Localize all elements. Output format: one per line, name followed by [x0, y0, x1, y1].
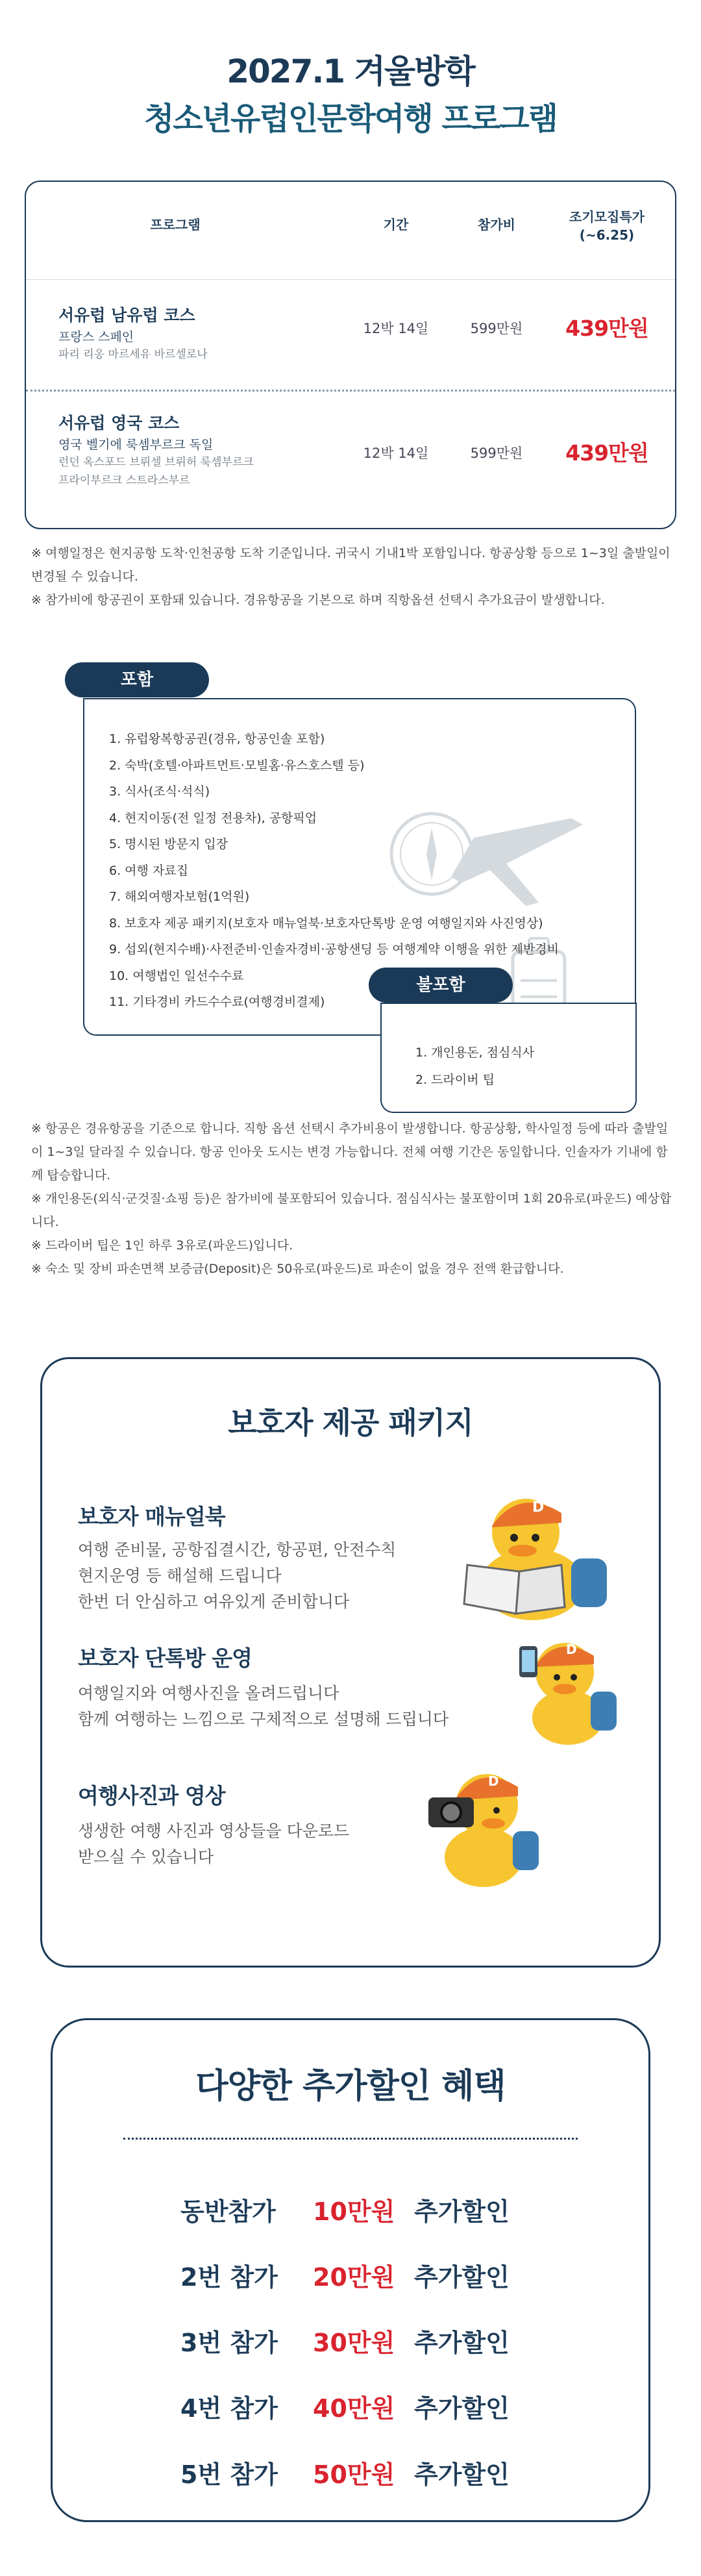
program-table — [25, 181, 676, 529]
note-item: ※ 참가비에 항공권이 포함돼 있습니다. 경유항공을 기본으로 하며 직항옵션 선택시 추가요금이 발생합니다. — [31, 593, 605, 607]
desc-line: 현지운영 등 해설해 드립니다 — [78, 1566, 282, 1585]
discount-amount: 40만원 — [313, 2394, 395, 2423]
course-cities: 파리 리옹 마르세유 바르셀로나 — [58, 348, 208, 361]
package-item-desc — [78, 1537, 493, 1615]
list-item: 1. 개인용돈, 점심식사 — [415, 1045, 535, 1060]
course-period: 12박 14일 — [363, 445, 429, 461]
course-title: 서유럽 남유럽 코스 — [58, 306, 195, 325]
list-item: 6. 여행 자료집 — [109, 863, 188, 878]
page-title-line2: 청소년유럽인문학여행 프로그램 — [144, 101, 557, 137]
desc-line: 여행 준비물, 공항집결시간, 항공편, 안전수칙 — [78, 1540, 397, 1559]
desc-line: 함께 여행하는 느낌으로 구체적으로 설명해 드립니다 — [78, 1710, 449, 1729]
course-period: 12박 14일 — [363, 321, 429, 336]
note-item: ※ 개인용돈(외식·군것질·쇼핑 등)은 참가비에 불포함되어 있습니다. 점심식사는 불포함이며 1회 20유로(파운드) 예상합니다. — [31, 1192, 672, 1229]
discount-suffix: 추가할인 — [414, 2197, 510, 2226]
course-cities-2: 프라이부르크 스트라스부르 — [58, 474, 190, 487]
duck-reading-icon — [441, 1474, 617, 1623]
list-item: 5. 명시된 방문지 입장 — [109, 837, 228, 851]
list-item: 10. 여행법인 일선수수료 — [109, 968, 244, 983]
list-item: 9. 섭외(현지수배)·사전준비·인솔자경비·공항샌딩 등 여행계약 이행을 위한 제반경비 — [109, 942, 559, 957]
list-item: 2. 드라이버 팁 — [415, 1073, 495, 1087]
course-cities: 런던 옥스포드 브뤼셀 브뤼허 룩셈부르크 — [58, 456, 254, 469]
discount-label: 4번 참가 — [180, 2394, 278, 2423]
column-header-early-sub: (~6.25) — [579, 227, 635, 243]
column-header-fee: 참가비 — [478, 217, 515, 232]
list-item: 2. 숙박(호텔·아파트먼트·모빌홈·유스호스텔 등) — [109, 758, 365, 773]
list-item: 7. 해외여행자보험(1억원) — [109, 890, 250, 904]
desc-line: 받으실 수 있습니다 — [78, 1847, 214, 1866]
desc-line: 생생한 여행 사진과 영상들을 다운로드 — [78, 1821, 350, 1840]
course-early-price: 439만원 — [565, 440, 648, 466]
course-title: 서유럽 영국 코스 — [58, 414, 180, 432]
policy-notes — [31, 1117, 674, 1281]
note-item: ※ 항공은 경유항공을 기준으로 합니다. 직항 옵션 선택시 추가비용이 발생합니다. 항공상황, 학사일정 등에 따라 출발일이 1~3일 달라질 수 있습니다. 항공 인아웃 도시는 변경 가능합니다. 전체 여행 기간은 동일합니다. 인솔자가 기내에 함께 탑승합니다. — [31, 1121, 669, 1182]
discount-suffix: 추가할인 — [414, 2460, 510, 2489]
package-item-heading: 보호자 단톡방 운영 — [78, 1645, 252, 1671]
duck-camera-icon — [415, 1747, 545, 1896]
package-item-desc — [78, 1681, 493, 1732]
discount-amount: 10만원 — [313, 2197, 395, 2226]
discount-title: 다양한 추가할인 혜택 — [195, 2067, 506, 2106]
discount-label: 동반참가 — [180, 2197, 276, 2226]
discount-suffix: 추가할인 — [414, 2394, 510, 2423]
list-item: 1. 유럽왕복항공권(경유, 항공인솔 포함) — [109, 732, 325, 746]
column-header-early — [552, 208, 662, 244]
discount-amount: 50만원 — [313, 2460, 395, 2489]
course-countries: 영국 벨기에 룩셈부르크 독일 — [58, 438, 214, 452]
list-item: 11. 기타경비 카드수수료(여행경비결제) — [109, 995, 325, 1009]
included-tag: 포함 — [65, 662, 209, 697]
discount-suffix: 추가할인 — [414, 2329, 510, 2357]
desc-line: 여행일지와 여행사진을 올려드립니다 — [78, 1684, 339, 1703]
column-header-period: 기간 — [383, 217, 409, 232]
page-header — [0, 49, 701, 144]
discount-amount: 30만원 — [313, 2329, 395, 2357]
table-row — [26, 390, 675, 519]
discount-suffix: 추가할인 — [414, 2263, 510, 2292]
course-countries: 프랑스 스페인 — [58, 330, 134, 344]
discount-divider — [123, 2138, 578, 2140]
course-early-price: 439만원 — [565, 316, 648, 341]
list-item: 3. 식사(조식·석식) — [109, 784, 210, 799]
svg-text:D: D — [488, 1773, 499, 1789]
discount-label: 2번 참가 — [180, 2263, 278, 2292]
list-item: 8. 보호자 제공 패키지(보호자 매뉴얼북·보호자단톡방 운영 여행일지와 사진영상) — [109, 916, 543, 931]
table-row — [26, 279, 675, 390]
desc-line: 한번 더 안심하고 여유있게 준비합니다 — [78, 1592, 350, 1611]
note-item: ※ 여행일정은 현지공항 도착·인천공항 도착 기준입니다. 귀국시 기내1박 포함입니다. 항공상황 등으로 1~3일 출발일이 변경될 수 있습니다. — [31, 546, 670, 584]
svg-text:D: D — [532, 1499, 545, 1516]
excluded-tag: 불포함 — [369, 968, 513, 1003]
discount-label: 3번 참가 — [180, 2329, 278, 2357]
course-fee: 599만원 — [470, 321, 523, 336]
discount-amount: 20만원 — [313, 2263, 395, 2292]
package-item-heading: 보호자 매뉴얼북 — [78, 1504, 225, 1529]
package-item-heading: 여행사진과 영상 — [78, 1783, 225, 1808]
page-title-line1: 2027.1 겨울방학 — [227, 53, 474, 90]
excluded-list — [415, 1039, 534, 1094]
discount-label: 5번 참가 — [180, 2460, 278, 2489]
column-header-program: 프로그램 — [150, 217, 201, 232]
note-item: ※ 드라이버 팁은 1인 하루 3유로(파운드)입니다. — [31, 1238, 293, 1253]
package-title: 보호자 제공 패키지 — [228, 1405, 473, 1440]
duck-phone-icon — [506, 1620, 623, 1750]
note-item: ※ 숙소 및 장비 파손면책 보증금(Deposit)은 50유로(파운드)로 파손이 없을 경우 전액 환급합니다. — [31, 1262, 564, 1276]
column-header-early-label: 조기모집특가 — [569, 209, 645, 225]
course-fee: 599만원 — [470, 445, 523, 461]
table-notes — [31, 542, 674, 612]
svg-text:D: D — [566, 1642, 577, 1657]
list-item: 4. 현지이동(전 일정 전용차), 공항픽업 — [109, 810, 317, 825]
